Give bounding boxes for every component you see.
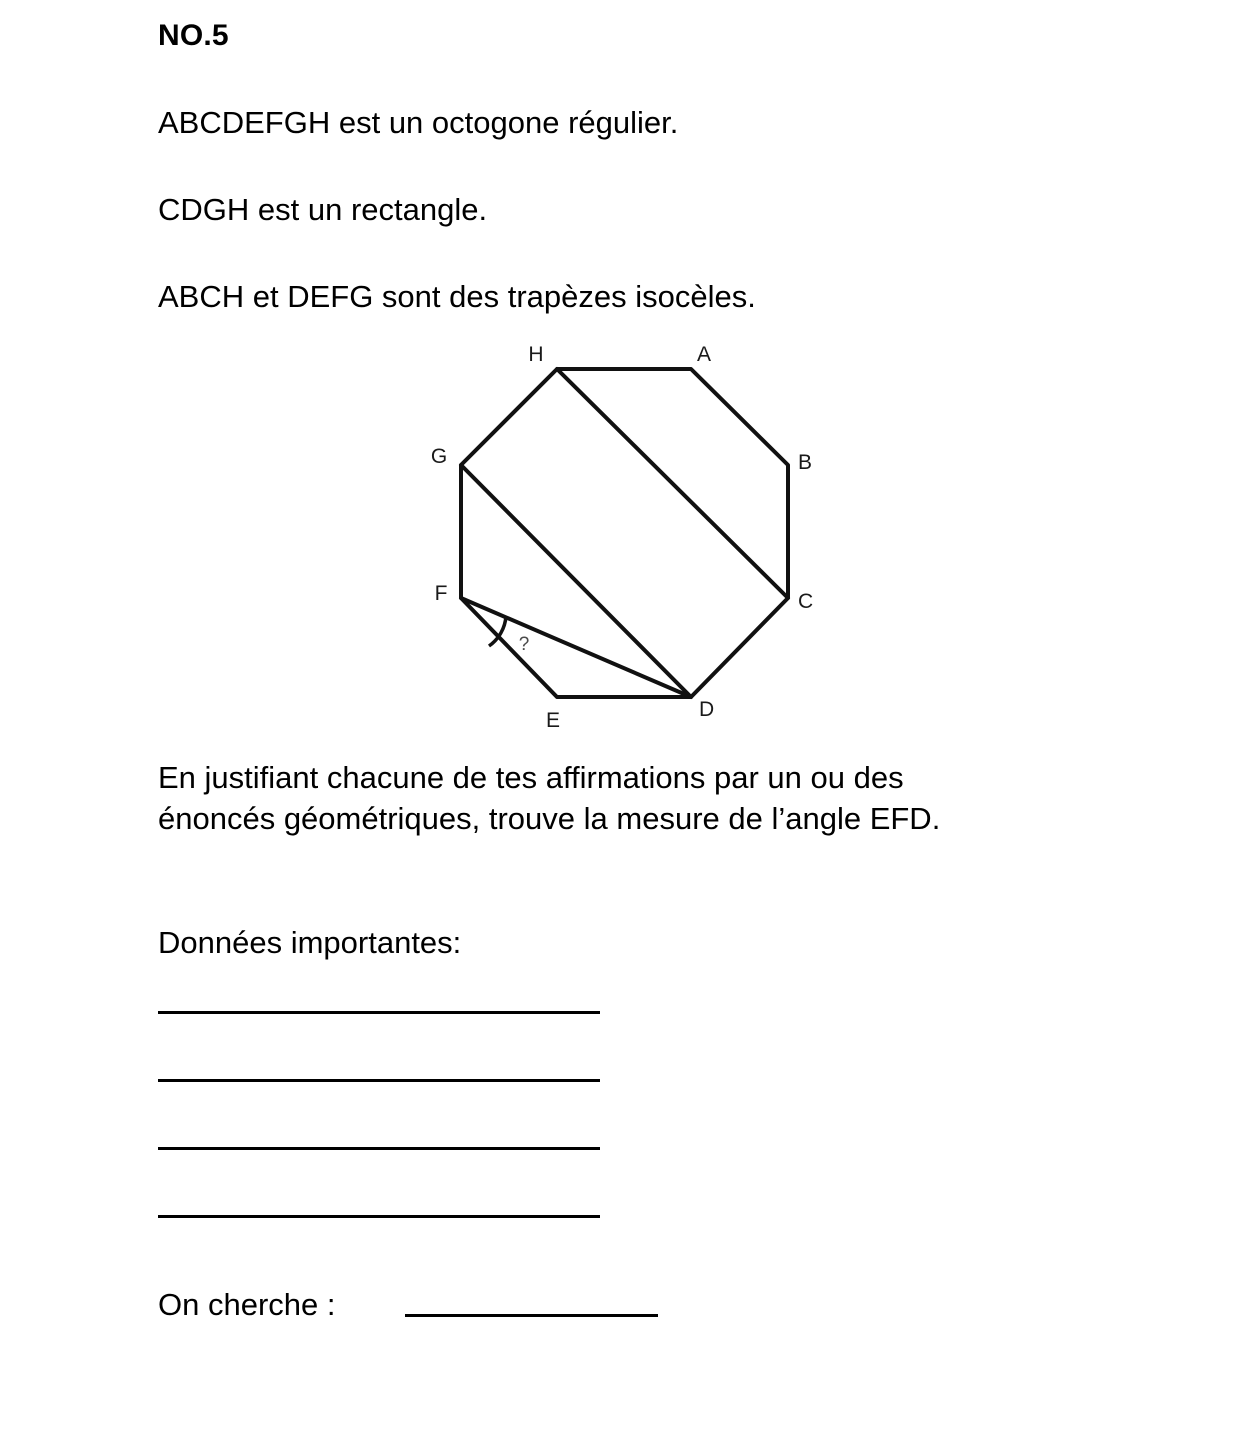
important-data-label: Données importantes:: [158, 925, 462, 960]
segment-FD: [461, 598, 691, 697]
angle-question-label: ?: [518, 634, 530, 655]
vertex-label-G: G: [430, 445, 448, 468]
vertex-label-D: D: [699, 698, 715, 721]
answer-blank-line-4[interactable]: [158, 1215, 600, 1218]
vertex-label-E: E: [545, 709, 561, 732]
vertex-label-A: A: [697, 343, 712, 366]
page-title: NO.5: [158, 19, 229, 52]
question-prompt-line-2: énoncés géométriques, trouve la mesure de l’angle EFD.: [158, 801, 941, 836]
statement-rectangle: CDGH est un rectangle.: [158, 192, 488, 227]
question-prompt-line-1: En justifiant chacune de tes affirmations par un ou des: [158, 760, 904, 795]
vertex-label-B: B: [798, 451, 813, 474]
diagonal-HC: [557, 369, 788, 598]
seek-label: On cherche :: [158, 1287, 336, 1322]
answer-blank-line-2[interactable]: [158, 1079, 600, 1082]
diagonal-GD: [461, 465, 691, 697]
vertex-label-C: C: [798, 590, 814, 613]
octagon-diagram: [410, 335, 860, 735]
seek-row: [158, 1285, 335, 1325]
question-prompt: [158, 757, 1138, 839]
vertex-label-H: H: [528, 343, 544, 366]
vertex-label-F: F: [434, 582, 448, 605]
statement-trapezes: ABCH et DEFG sont des trapèzes isocèles.: [158, 279, 756, 314]
octagon-figure: [410, 335, 860, 735]
statement-octogone: ABCDEFGH est un octogone régulier.: [158, 105, 679, 140]
answer-blank-line-1[interactable]: [158, 1011, 600, 1014]
octagon-outline: [461, 369, 788, 697]
answer-blank-line-3[interactable]: [158, 1147, 600, 1150]
seek-blank-line[interactable]: [405, 1314, 658, 1317]
